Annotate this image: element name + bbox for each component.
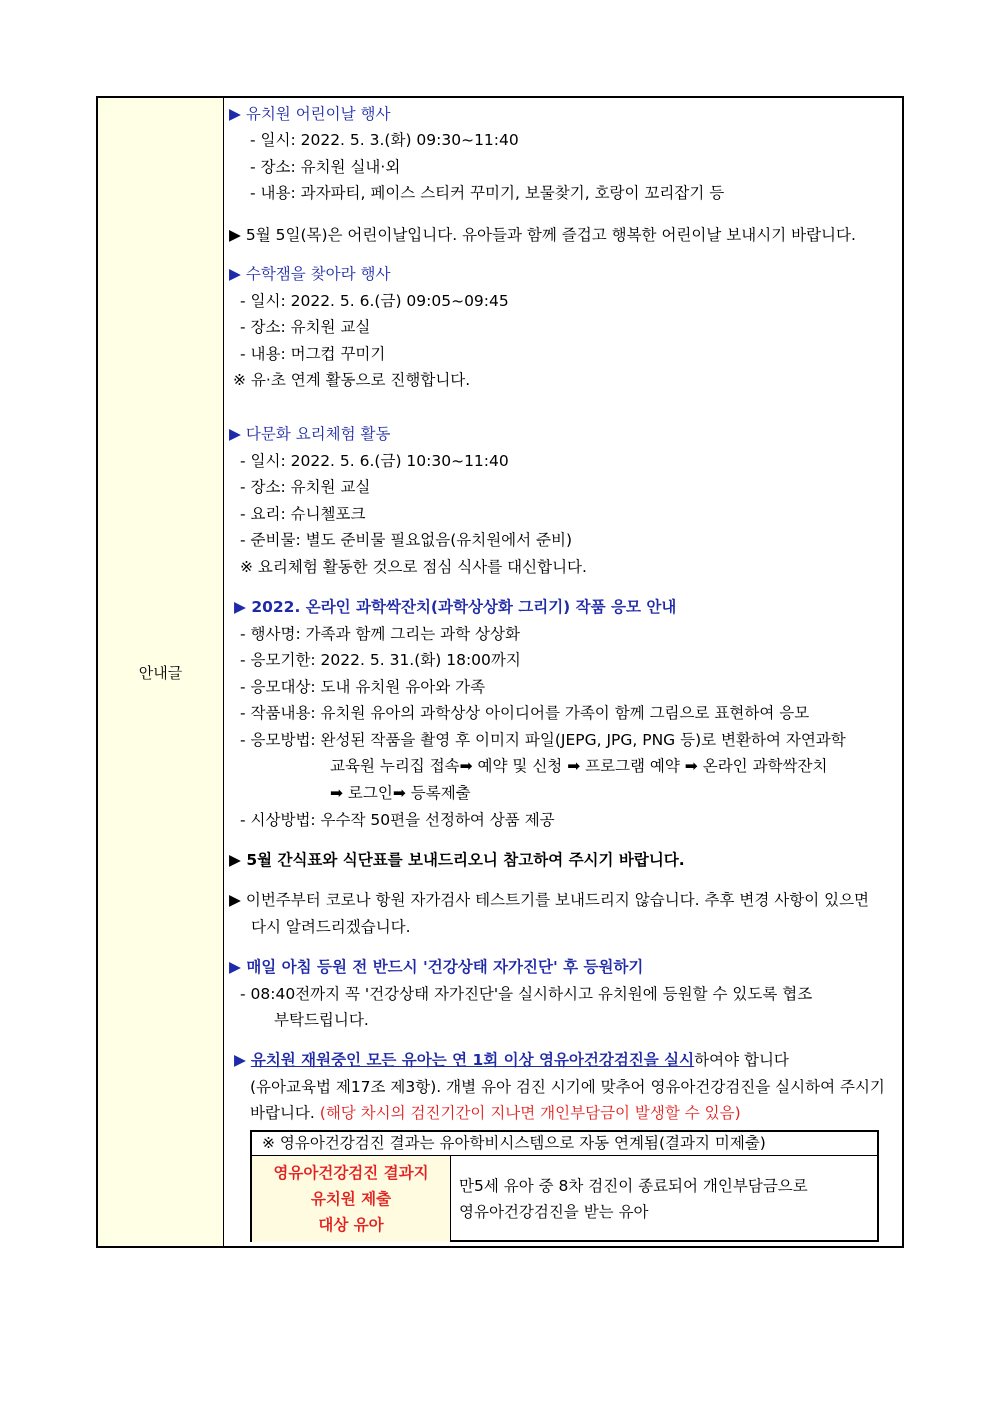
section-menu-notice: ▶ 5월 간식표와 식단표를 보내드리오니 참고하여 주시기 바랍니다. xyxy=(229,851,685,869)
kids-day-place: - 장소: 유치원 실내·외 xyxy=(250,158,401,176)
contest-method: - 응모방법: 완성된 작품을 촬영 후 이미지 파일(JEPG, JPG, PNG 등)로 변환하여 자연과학 xyxy=(240,731,846,749)
cooking-date: - 일시: 2022. 5. 6.(금) 10:30~11:40 xyxy=(240,452,509,470)
self-check-text-cont: 부탁드립니다. xyxy=(274,1011,369,1029)
self-check-text: - 08:40전까지 꼭 '건강상태 자가진단'을 실시하시고 유치원에 등원할 수 있도록 협조 xyxy=(240,985,813,1003)
kids-day-content: - 내용: 과자파티, 페이스 스티커 꾸미기, 보물찾기, 호랑이 꼬리잡기 등 xyxy=(250,184,725,202)
cooking-place: - 장소: 유치원 교실 xyxy=(240,478,371,496)
math-event-date: - 일시: 2022. 5. 6.(금) 09:05~09:45 xyxy=(240,292,509,310)
target-label-line2: 유치원 제출 xyxy=(310,1190,392,1208)
health-check-underlined: 유치원 재원중인 모든 유아는 연 1회 이상 영유아건강검진을 실시 xyxy=(250,1051,695,1069)
covid-test-notice-cont: 다시 알려드리겠습니다. xyxy=(251,918,411,936)
contest-name: - 행사명: 가족과 함께 그리는 과학 상상화 xyxy=(240,625,520,643)
math-event-place: - 장소: 유치원 교실 xyxy=(240,318,371,336)
cooking-materials: - 준비물: 별도 준비물 필요없음(유치원에서 준비) xyxy=(240,531,573,549)
health-check-rest: 하여야 합니다 xyxy=(694,1051,789,1069)
health-check-arrow: ▶ xyxy=(234,1051,246,1069)
target-label-line3: 대상 유아 xyxy=(318,1216,384,1234)
contest-method-cont2: ➡ 로그인➡ 등록제출 xyxy=(330,784,471,802)
contest-deadline: - 응모기한: 2022. 5. 31.(화) 18:00까지 xyxy=(240,651,521,669)
target-value-line2: 영유아건강검진을 받는 유아 xyxy=(459,1203,649,1221)
contest-method-cont: 교육원 누리집 접속➡ 예약 및 신청 ➡ 프로그램 예약 ➡ 온라인 과학싹잔치 xyxy=(330,757,828,775)
health-check-target-label xyxy=(252,1156,451,1242)
contest-award: - 시상방법: 우수작 50편을 선정하여 상품 제공 xyxy=(240,811,555,829)
cooking-dish: - 요리: 슈니첼포크 xyxy=(240,505,366,523)
health-check-target-value xyxy=(451,1156,877,1242)
health-check-request xyxy=(250,1103,741,1123)
side-label-cell xyxy=(98,98,224,1246)
health-check-table-row xyxy=(252,1156,877,1242)
section-science-contest-title: ▶ 2022. 온라인 과학싹잔치(과학상상화 그리기) 작품 응모 안내 xyxy=(234,598,677,616)
section-math-event-title: ▶ 수학잼을 찾아라 행사 xyxy=(229,265,391,283)
section-kids-day-title: ▶ 유치원 어린이날 행사 xyxy=(229,105,391,123)
math-event-content: - 내용: 머그컵 꾸미기 xyxy=(240,345,386,363)
health-check-table xyxy=(250,1130,879,1242)
health-check-request-text: 바랍니다. xyxy=(250,1104,315,1122)
section-covid-test-notice: ▶ 이번주부터 코로나 항원 자가검사 테스트기를 보내드리지 않습니다. 추후 변경 사항이 있으면 xyxy=(229,891,870,909)
kids-day-date: - 일시: 2022. 5. 3.(화) 09:30~11:40 xyxy=(250,131,519,149)
target-label-line1: 영유아건강검진 결과지 xyxy=(273,1164,429,1182)
notice-content xyxy=(224,98,902,1246)
section-self-check-title: ▶ 매일 아침 등원 전 반드시 '건강상태 자가진단' 후 등원하기 xyxy=(229,958,644,976)
health-check-law: (유아교육법 제17조 제3항). 개별 유아 검진 시기에 맞추어 영유아건강검진을 실시하여 주시기 xyxy=(250,1078,885,1096)
section-childrens-day-note: ▶ 5월 5일(목)은 어린이날입니다. 유아들과 함께 즐겁고 행복한 어린이날 보내시기 바랍니다. xyxy=(229,226,856,244)
contest-target: - 응모대상: 도내 유치원 유아와 가족 xyxy=(240,678,486,696)
health-check-warning: (해당 차시의 검진기간이 지나면 개인부담금이 발생할 수 있음) xyxy=(319,1104,741,1122)
math-event-note: ※ 유·초 연계 활동으로 진행합니다. xyxy=(233,371,471,389)
side-label: 안내글 xyxy=(138,663,183,682)
health-check-table-header: ※ 영유아건강검진 결과는 유아학비시스템으로 자동 연계됨(결과지 미제출) xyxy=(252,1132,877,1156)
section-health-check xyxy=(234,1050,789,1070)
section-cooking-title: ▶ 다문화 요리체험 활동 xyxy=(229,425,391,443)
target-value-line1: 만5세 유아 중 8차 검진이 종료되어 개인부담금으로 xyxy=(459,1177,808,1195)
contest-content: - 작품내용: 유치원 유아의 과학상상 아이디어를 가족이 함께 그림으로 표현하여 응모 xyxy=(240,704,810,722)
notice-table xyxy=(96,96,904,1248)
cooking-note: ※ 요리체험 활동한 것으로 점심 식사를 대신합니다. xyxy=(240,558,587,576)
